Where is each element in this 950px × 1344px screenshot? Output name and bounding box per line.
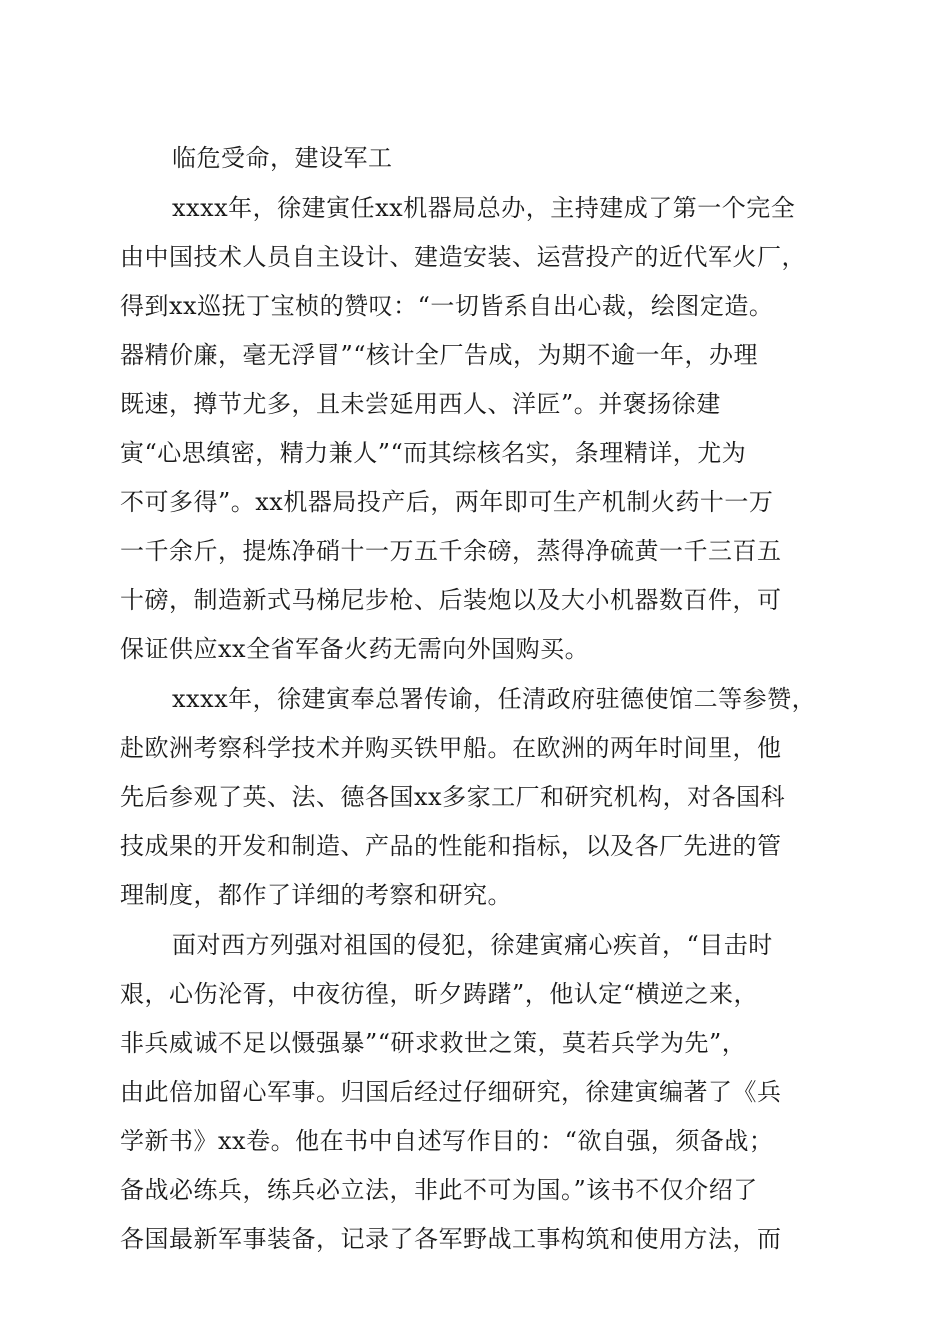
paragraph-1-line-1: xxxx年，徐建寅任xx机器局总办，主持建成了第一个完全 — [172, 194, 796, 222]
paragraph-1-line-4: 器精价廉，毫无浮冒”“核计全厂告成，为期不逾一年，办理 — [120, 341, 759, 369]
paragraph-1-line-9: 十磅，制造新式马梯尼步枪、后装炮以及大小机器数百件，可 — [120, 586, 782, 614]
paragraph-2-line-3: 先后参观了英、法、德各国xx多家工厂和研究机构，对各国科 — [120, 783, 786, 811]
paragraph-2-line-1: xxxx年，徐建寅奉总署传谕，任清政府驻德使馆二等参赞， — [172, 685, 817, 713]
paragraph-2-line-4: 技成果的开发和制造、产品的性能和指标，以及各厂先进的管 — [120, 832, 782, 860]
paragraph-1-line-7: 不可多得”。xx机器局投产后，两年即可生产机制火药十一万 — [120, 488, 774, 516]
section-heading: 临危受命，建设军工 — [172, 144, 393, 172]
paragraph-1-line-6: 寅“心思缜密，精力兼人”“而其综核名实，条理精详，尤为 — [120, 439, 747, 467]
paragraph-2-line-2: 赴欧洲考察科学技术并购买铁甲船。在欧洲的两年时间里，他 — [120, 734, 782, 762]
paragraph-3-line-4: 由此倍加留心军事。归国后经过仔细研究，徐建寅编著了《兵 — [120, 1078, 782, 1106]
paragraph-3-line-7: 各国最新军事装备，记录了各军野战工事构筑和使用方法，而 — [120, 1225, 782, 1253]
paragraph-1-line-10: 保证供应xx全省军备火药无需向外国购买。 — [120, 635, 590, 663]
paragraph-1-line-8: 一千余斤，提炼净硝十一万五千余磅，蒸得净硫黄一千三百五 — [120, 537, 782, 565]
paragraph-2-line-5: 理制度，都作了详细的考察和研究。 — [120, 881, 512, 909]
paragraph-3-line-5: 学新书》xx卷。他在书中自述写作目的：“欲自强，须备战； — [120, 1127, 774, 1155]
paragraph-3-line-1: 面对西方列强对祖国的侵犯，徐建寅痛心疾首，“目击时 — [172, 931, 773, 959]
paragraph-3-line-3: 非兵威诚不足以慑强暴”“研求救世之策，莫若兵学为先”， — [120, 1029, 747, 1057]
paragraph-1-line-3: 得到xx巡抚丁宝桢的赞叹：“一切皆系自出心裁，绘图定造。 — [120, 292, 774, 320]
paragraph-3-line-2: 艰，心伤沦胥，中夜彷徨，昕夕踌躇”，他认定“横逆之来， — [120, 980, 759, 1008]
paragraph-1-line-5: 既速，撙节尤多，且未尝延用西人、洋匠”。并褒扬徐建 — [120, 390, 721, 418]
paragraph-1-line-2: 由中国技术人员自主设计、建造安装、运营投产的近代军火厂， — [120, 243, 806, 271]
paragraph-3-line-6: 备战必练兵，练兵必立法，非此不可为国。”该书不仅介绍了 — [120, 1176, 758, 1204]
